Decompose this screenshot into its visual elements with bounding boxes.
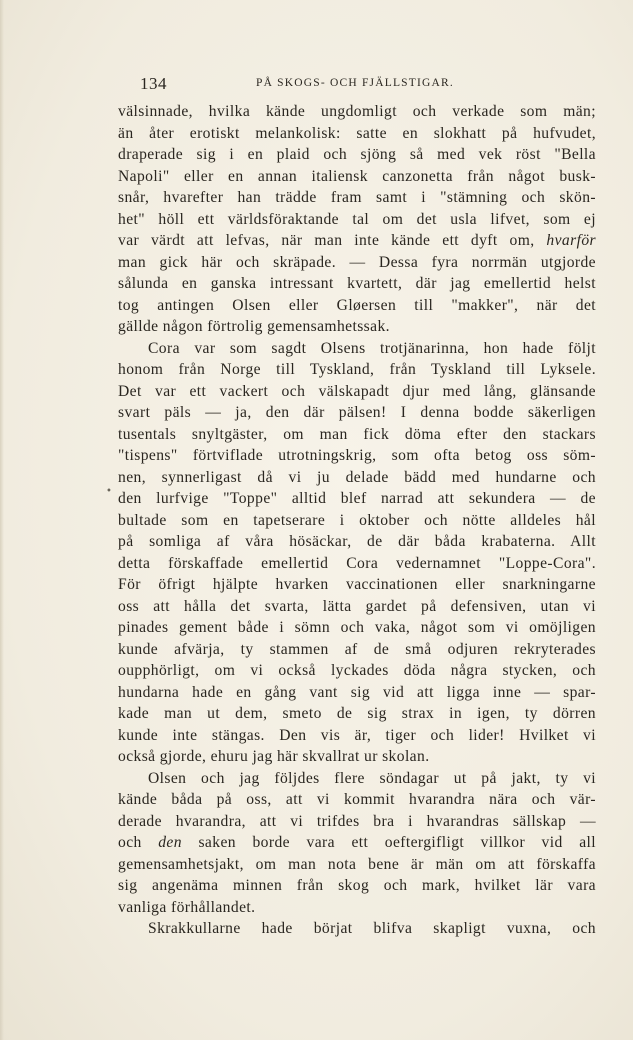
body-text	[118, 101, 596, 940]
text-line: draperade sig i en plaid och sjöng så med vek röst "Bella	[118, 146, 596, 163]
text-line: vanliga förhållandet.	[118, 898, 256, 916]
emphasis-den: den	[158, 834, 182, 851]
page-number: 134	[140, 74, 167, 93]
text-line: sålunda en ganska intressant kvartett, där jag emellertid helst	[118, 275, 596, 292]
text-line: bultade som en tapetserare i oktober och nötte alldeles hål	[118, 511, 596, 529]
text-line	[118, 230, 596, 252]
page-binding-edge	[0, 0, 4, 1040]
emphasis-hvarfor: hvarför	[546, 232, 596, 249]
text-line: detta förskaffade emellertid Cora vedernamnet "Loppe-Cora".	[118, 554, 596, 572]
text-line: sig angenäma minnen från skog och mark, hvilket lär vara	[118, 877, 596, 894]
text-line: på somliga af våra hösäckar, de där båda krabaterna. Allt	[118, 533, 596, 550]
text-line: tog antingen Olsen eller Gløersen till "makker", när det	[118, 296, 596, 314]
text-line: kade man ut dem, smeto de sig strax in igen, ty dörren	[118, 705, 596, 722]
text-line: Det var ett vackert och välskapadt djur med lång, glänsande	[118, 382, 596, 400]
text-line: man gick här och skräpade. — Dessa fyra norrmän utgjorde	[118, 253, 596, 271]
text-line: För öfrigt hjälpte hvarken vaccinationen eller snarkningarne	[118, 576, 596, 593]
text-run: saken borde vara ett oeftergifligt villkor vid all	[181, 834, 596, 851]
text-line: den lurfvige "Toppe" alltid blef narrad att sekundera — de	[118, 490, 596, 507]
text-line: Skrakkullarne hade börjat blifva skapligt vuxna, och	[148, 920, 596, 937]
text-line: honom från Norge till Tyskland, från Tyskland till Lyksele.	[118, 361, 596, 378]
text-line: kunde afvärja, ty stammen af de små odjuren rekryterades	[118, 640, 596, 658]
text-line: nen, synnerligast då vi ju delade bädd med hundarne och	[118, 468, 596, 486]
text-line: än åter erotiskt melankolisk: satte en slokhatt på hufvudet,	[118, 124, 596, 142]
text-line: hundarna hade en gång vant sig vid att ligga inne — spar-	[118, 683, 596, 701]
text-line: oupphörligt, om vi också lyckades döda några stycken, och	[118, 662, 596, 679]
text-line: snår, hvarefter han trädde fram samt i "stämning och skön-	[118, 189, 596, 206]
text-run: var värdt att lefvas, när man inte kände ett dyft om,	[118, 232, 547, 249]
text-line: Cora var som sagdt Olsens trotjänarinna, hon hade följt	[148, 339, 596, 357]
text-line: gällde någon förtrolig gemensamhetssak.	[118, 318, 390, 335]
running-head: PÅ SKOGS- OCH FJÄLLSTIGAR.	[256, 77, 454, 89]
text-run: och	[118, 834, 159, 851]
text-line: kunde inte stängas. Den vis är, tiger och lider! Hvilket vi	[118, 726, 596, 744]
text-line: Napoli" eller en annan italiensk canzonetta från något busk-	[118, 167, 596, 185]
text-line	[118, 832, 596, 854]
page-header	[118, 74, 596, 96]
text-line: också gjorde, ehuru jag här skvallrat ur skolan.	[118, 748, 430, 765]
text-line: Olsen och jag följdes flere söndagar ut på jakt, ty vi	[148, 769, 596, 787]
margin-dot: •	[106, 486, 112, 497]
text-line: pinades gement både i sömn och vaka, något som vi omöjligen	[118, 619, 596, 636]
text-line: svart päls — ja, den där pälsen! I denna bodde säkerligen	[118, 404, 596, 421]
text-line: "tispens" förtviflade utrotningskrig, som ofta betog oss söm-	[118, 447, 596, 464]
text-line: tusentals snyltgäster, om man fick döma efter den stackars	[118, 425, 596, 443]
text-line: derade hvarandra, att vi trifdes bra i hvarandras sällskap —	[118, 812, 596, 830]
text-line: gemensamhetsjakt, om man nota bene är män om att förskaffa	[118, 855, 596, 873]
text-line: het" höll ett världsföraktande tal om det usla lifvet, som ej	[118, 210, 596, 228]
text-line: välsinnade, hvilka kände ungdomligt och verkade som män;	[118, 103, 596, 120]
text-line: oss att hålla det svarta, lätta gardet på defensiven, utan vi	[118, 597, 596, 615]
text-line: kände båda på oss, att vi kommit hvarandra nära och vär-	[118, 791, 596, 808]
